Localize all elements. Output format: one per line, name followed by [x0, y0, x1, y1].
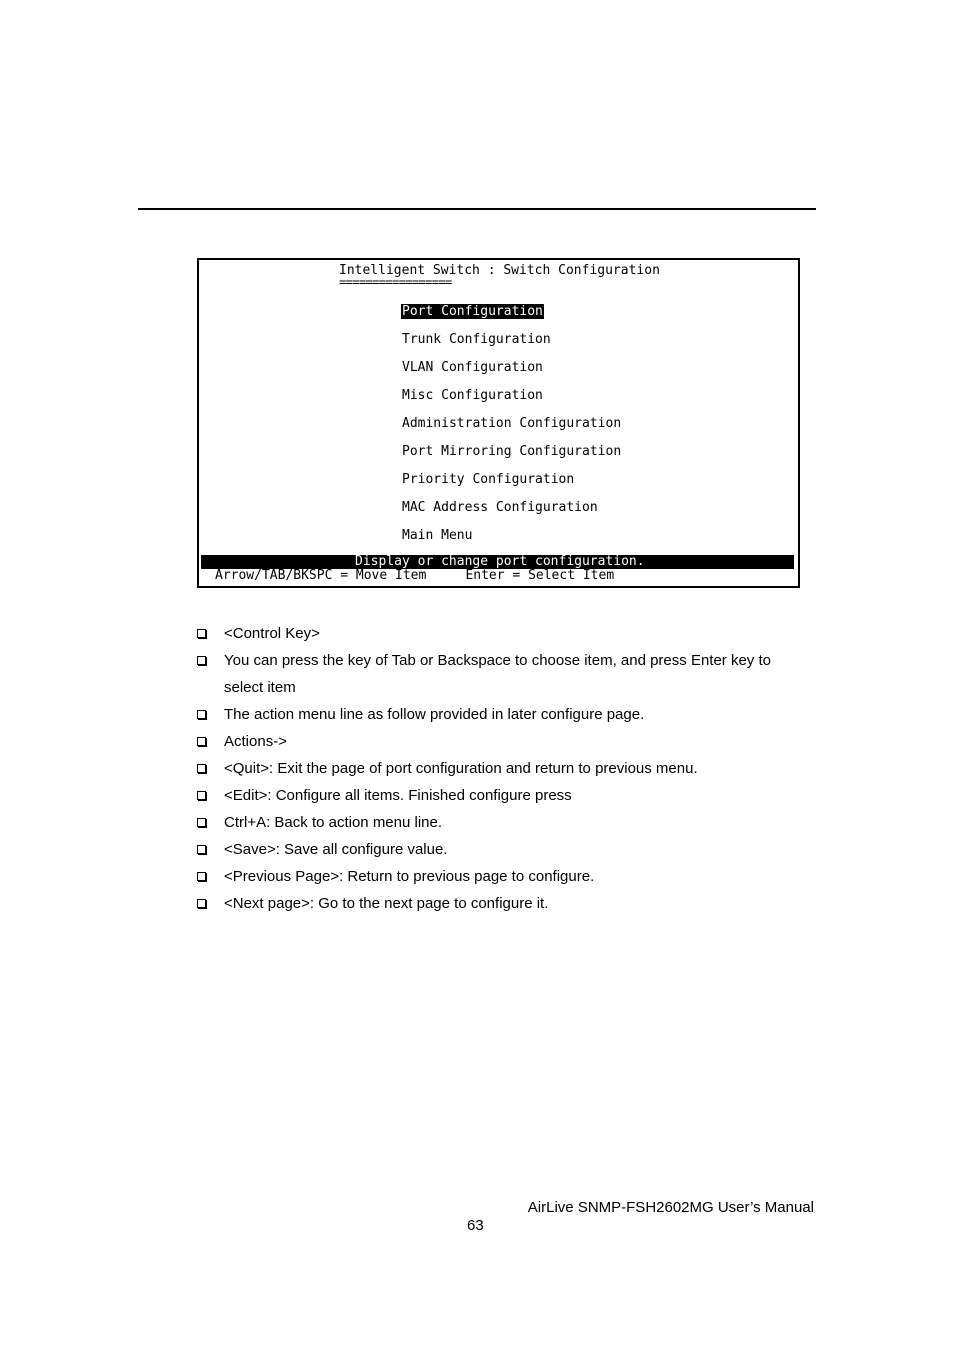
menu-item-label: MAC Address Configuration	[402, 500, 598, 515]
header-rule	[138, 208, 816, 210]
menu-item-vlan-configuration[interactable]	[401, 360, 622, 388]
menu-item-mac-address-configuration[interactable]	[401, 500, 622, 528]
list-item	[196, 728, 806, 755]
checkbox-bullet-icon	[197, 845, 206, 854]
menu-item-label: VLAN Configuration	[402, 360, 543, 375]
checkbox-bullet-icon	[197, 656, 206, 665]
list-item-text: <Edit>: Configure all items. Finished configure press	[224, 787, 572, 804]
menu-item-label: Administration Configuration	[402, 416, 622, 431]
list-item	[196, 863, 806, 890]
list-item-text: The action menu line as follow provided in later configure page.	[224, 706, 645, 723]
terminal-screenshot	[197, 258, 800, 588]
menu-item-label: Trunk Configuration	[402, 332, 551, 347]
menu-item-label: Port Configuration	[402, 304, 543, 319]
list-item	[196, 647, 806, 701]
switch-config-menu	[401, 304, 622, 556]
list-item	[196, 620, 806, 647]
terminal-help-line: Arrow/TAB/BKSPC = Move Item Enter = Select Item	[215, 568, 615, 583]
bullet-list	[196, 620, 806, 917]
menu-item-main-menu[interactable]	[401, 528, 622, 556]
list-item	[196, 836, 806, 863]
menu-item-label: Priority Configuration	[402, 472, 575, 487]
checkbox-bullet-icon	[197, 791, 206, 800]
list-item-text: <Quit>: Exit the page of port configuration and return to previous menu.	[224, 760, 698, 777]
list-item	[196, 755, 806, 782]
menu-item-port-mirroring-configuration[interactable]	[401, 444, 622, 472]
menu-item-priority-configuration[interactable]	[401, 472, 622, 500]
list-item	[196, 782, 806, 809]
list-item-text: <Save>: Save all configure value.	[224, 841, 448, 858]
list-item	[196, 809, 806, 836]
list-item-text: <Control Key>	[224, 625, 320, 642]
menu-item-port-configuration[interactable]	[401, 304, 622, 332]
menu-item-trunk-configuration[interactable]	[401, 332, 622, 360]
list-item-text: <Previous Page>: Return to previous page to configure.	[224, 868, 595, 885]
checkbox-bullet-icon	[197, 818, 206, 827]
terminal-status-bar	[201, 555, 794, 569]
terminal-title-underline: =================	[339, 275, 452, 289]
page-number: 63	[467, 1217, 484, 1234]
checkbox-bullet-icon	[197, 629, 206, 638]
menu-item-label: Port Mirroring Configuration	[402, 444, 622, 459]
list-item	[196, 890, 806, 917]
list-item-text: <Next page>: Go to the next page to configure it.	[224, 895, 549, 912]
manual-title: AirLive SNMP-FSH2602MG User’s Manual	[527, 1199, 814, 1216]
status-text: Display or change port configuration.	[355, 554, 645, 569]
checkbox-bullet-icon	[197, 899, 206, 908]
menu-item-misc-configuration[interactable]	[401, 388, 622, 416]
checkbox-bullet-icon	[197, 710, 206, 719]
checkbox-bullet-icon	[197, 872, 206, 881]
menu-item-label: Misc Configuration	[402, 388, 543, 403]
checkbox-bullet-icon	[197, 764, 206, 773]
checkbox-bullet-icon	[197, 737, 206, 746]
list-item-text: You can press the key of Tab or Backspace to choose item, and press Enter key to select item	[224, 652, 771, 696]
terminal-title: Intelligent Switch : Switch Configuration	[339, 263, 660, 278]
menu-item-label: Main Menu	[402, 528, 473, 543]
menu-item-administration-configuration[interactable]	[401, 416, 622, 444]
list-item-text: Actions->	[224, 733, 287, 750]
list-item	[196, 701, 806, 728]
list-item-text: Ctrl+A: Back to action menu line.	[224, 814, 443, 831]
